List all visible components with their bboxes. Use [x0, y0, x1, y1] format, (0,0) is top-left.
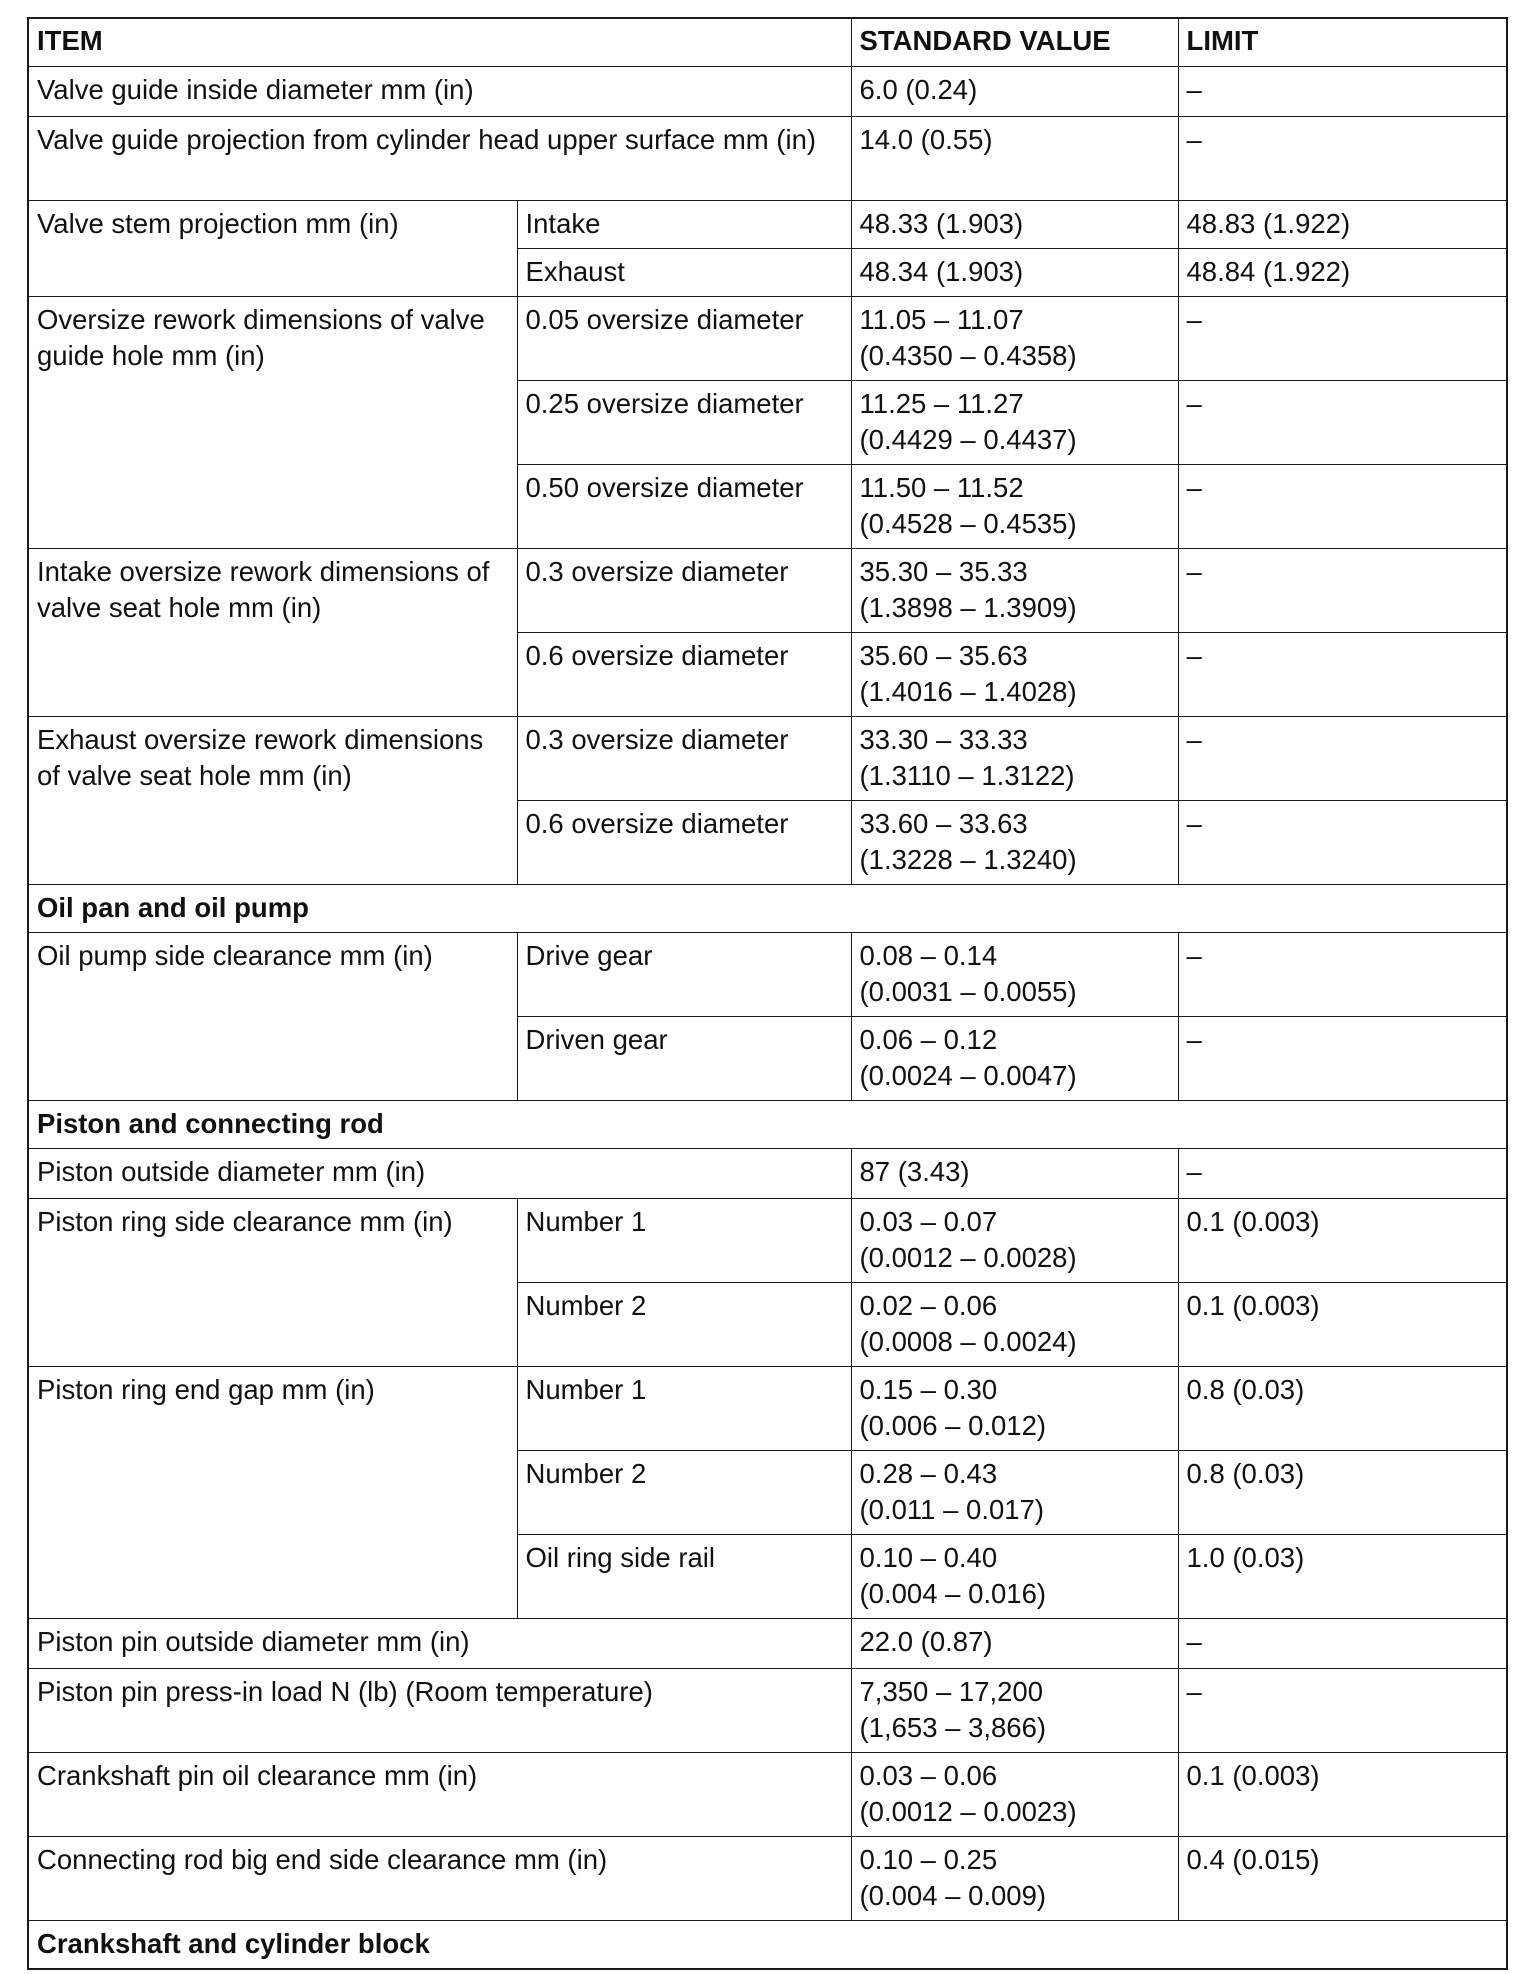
header-limit: LIMIT: [1178, 18, 1507, 66]
standard-cell: 0.15 – 0.30 (0.006 – 0.012): [851, 1366, 1178, 1450]
item-cell: Piston outside diameter mm (in): [28, 1148, 851, 1198]
limit-cell: 0.1 (0.003): [1178, 1752, 1507, 1836]
item-cell: Oil pump side clearance mm (in): [28, 932, 517, 1100]
standard-cell: 0.03 – 0.06 (0.0012 – 0.0023): [851, 1752, 1178, 1836]
standard-cell: 48.34 (1.903): [851, 248, 1178, 296]
table-row: [28, 548, 1507, 632]
table-row: [28, 1148, 1507, 1198]
table-row: [28, 1836, 1507, 1920]
limit-cell: 48.83 (1.922): [1178, 200, 1507, 248]
standard-cell: 0.06 – 0.12 (0.0024 – 0.0047): [851, 1016, 1178, 1100]
section-row: [28, 884, 1507, 932]
section-row: [28, 1100, 1507, 1148]
sub-item-cell: Drive gear: [517, 932, 851, 1016]
header-row: [28, 18, 1507, 66]
limit-cell: 0.8 (0.03): [1178, 1366, 1507, 1450]
limit-cell: –: [1178, 1016, 1507, 1100]
limit-cell: –: [1178, 1618, 1507, 1668]
limit-cell: 0.4 (0.015): [1178, 1836, 1507, 1920]
standard-cell: 0.28 – 0.43 (0.011 – 0.017): [851, 1450, 1178, 1534]
item-cell: Connecting rod big end side clearance mm (in): [28, 1836, 851, 1920]
sub-item-cell: 0.6 oversize diameter: [517, 632, 851, 716]
standard-cell: 0.10 – 0.25 (0.004 – 0.009): [851, 1836, 1178, 1920]
standard-cell: 35.30 – 35.33 (1.3898 – 1.3909): [851, 548, 1178, 632]
table-row: [28, 116, 1507, 200]
specification-table: [27, 17, 1508, 1970]
sub-item-cell: 0.25 oversize diameter: [517, 380, 851, 464]
sub-item-cell: Number 2: [517, 1282, 851, 1366]
standard-cell: 35.60 – 35.63 (1.4016 – 1.4028): [851, 632, 1178, 716]
sub-item-cell: Number 1: [517, 1198, 851, 1282]
table-row: [28, 296, 1507, 380]
standard-cell: 0.10 – 0.40 (0.004 – 0.016): [851, 1534, 1178, 1618]
table-row: [28, 66, 1507, 116]
standard-cell: 0.03 – 0.07 (0.0012 – 0.0028): [851, 1198, 1178, 1282]
limit-cell: –: [1178, 1668, 1507, 1752]
standard-cell: 11.05 – 11.07 (0.4350 – 0.4358): [851, 296, 1178, 380]
standard-cell: 11.25 – 11.27 (0.4429 – 0.4437): [851, 380, 1178, 464]
sub-item-cell: Number 1: [517, 1366, 851, 1450]
header-standard-value: STANDARD VALUE: [851, 18, 1178, 66]
table-row: [28, 200, 1507, 248]
sub-item-cell: Oil ring side rail: [517, 1534, 851, 1618]
sub-item-cell: Intake: [517, 200, 851, 248]
standard-cell: 48.33 (1.903): [851, 200, 1178, 248]
header-item: ITEM: [28, 18, 851, 66]
table-row: [28, 716, 1507, 800]
table-row: [28, 1366, 1507, 1450]
section-row: [28, 1920, 1507, 1969]
section-title: Piston and connecting rod: [28, 1100, 1507, 1148]
limit-cell: –: [1178, 296, 1507, 380]
table-row: [28, 1668, 1507, 1752]
standard-cell: 22.0 (0.87): [851, 1618, 1178, 1668]
limit-cell: 0.8 (0.03): [1178, 1450, 1507, 1534]
sub-item-cell: Exhaust: [517, 248, 851, 296]
item-cell: Valve guide inside diameter mm (in): [28, 66, 851, 116]
section-title: Crankshaft and cylinder block: [28, 1920, 1507, 1969]
standard-cell: 33.60 – 33.63 (1.3228 – 1.3240): [851, 800, 1178, 884]
table-row: [28, 1752, 1507, 1836]
standard-cell: 7,350 – 17,200 (1,653 – 3,866): [851, 1668, 1178, 1752]
standard-cell: 6.0 (0.24): [851, 66, 1178, 116]
item-cell: Oversize rework dimensions of valve guide hole mm (in): [28, 296, 517, 548]
item-cell: Piston ring end gap mm (in): [28, 1366, 517, 1618]
standard-cell: 0.08 – 0.14 (0.0031 – 0.0055): [851, 932, 1178, 1016]
limit-cell: –: [1178, 716, 1507, 800]
limit-cell: –: [1178, 66, 1507, 116]
limit-cell: 0.1 (0.003): [1178, 1198, 1507, 1282]
table-row: [28, 1198, 1507, 1282]
limit-cell: –: [1178, 632, 1507, 716]
limit-cell: –: [1178, 116, 1507, 200]
limit-cell: 48.84 (1.922): [1178, 248, 1507, 296]
item-cell: Valve stem projection mm (in): [28, 200, 517, 296]
limit-cell: –: [1178, 932, 1507, 1016]
item-cell: Intake oversize rework dimensions of valve seat hole mm (in): [28, 548, 517, 716]
item-cell: Piston pin outside diameter mm (in): [28, 1618, 851, 1668]
sub-item-cell: 0.50 oversize diameter: [517, 464, 851, 548]
item-cell: Exhaust oversize rework dimensions of valve seat hole mm (in): [28, 716, 517, 884]
limit-cell: –: [1178, 1148, 1507, 1198]
limit-cell: 1.0 (0.03): [1178, 1534, 1507, 1618]
sub-item-cell: Driven gear: [517, 1016, 851, 1100]
limit-cell: –: [1178, 380, 1507, 464]
table-row: [28, 932, 1507, 1016]
table-row: [28, 1618, 1507, 1668]
limit-cell: –: [1178, 464, 1507, 548]
standard-cell: 14.0 (0.55): [851, 116, 1178, 200]
sub-item-cell: 0.6 oversize diameter: [517, 800, 851, 884]
sub-item-cell: Number 2: [517, 1450, 851, 1534]
limit-cell: –: [1178, 548, 1507, 632]
sub-item-cell: 0.05 oversize diameter: [517, 296, 851, 380]
item-cell: Piston ring side clearance mm (in): [28, 1198, 517, 1366]
limit-cell: 0.1 (0.003): [1178, 1282, 1507, 1366]
item-cell: Crankshaft pin oil clearance mm (in): [28, 1752, 851, 1836]
item-cell: Valve guide projection from cylinder head upper surface mm (in): [28, 116, 851, 200]
standard-cell: 0.02 – 0.06 (0.0008 – 0.0024): [851, 1282, 1178, 1366]
standard-cell: 11.50 – 11.52 (0.4528 – 0.4535): [851, 464, 1178, 548]
spec-page: [27, 17, 1506, 1970]
sub-item-cell: 0.3 oversize diameter: [517, 548, 851, 632]
standard-cell: 33.30 – 33.33 (1.3110 – 1.3122): [851, 716, 1178, 800]
sub-item-cell: 0.3 oversize diameter: [517, 716, 851, 800]
standard-cell: 87 (3.43): [851, 1148, 1178, 1198]
limit-cell: –: [1178, 800, 1507, 884]
section-title: Oil pan and oil pump: [28, 884, 1507, 932]
item-cell: Piston pin press-in load N (lb) (Room temperature): [28, 1668, 851, 1752]
